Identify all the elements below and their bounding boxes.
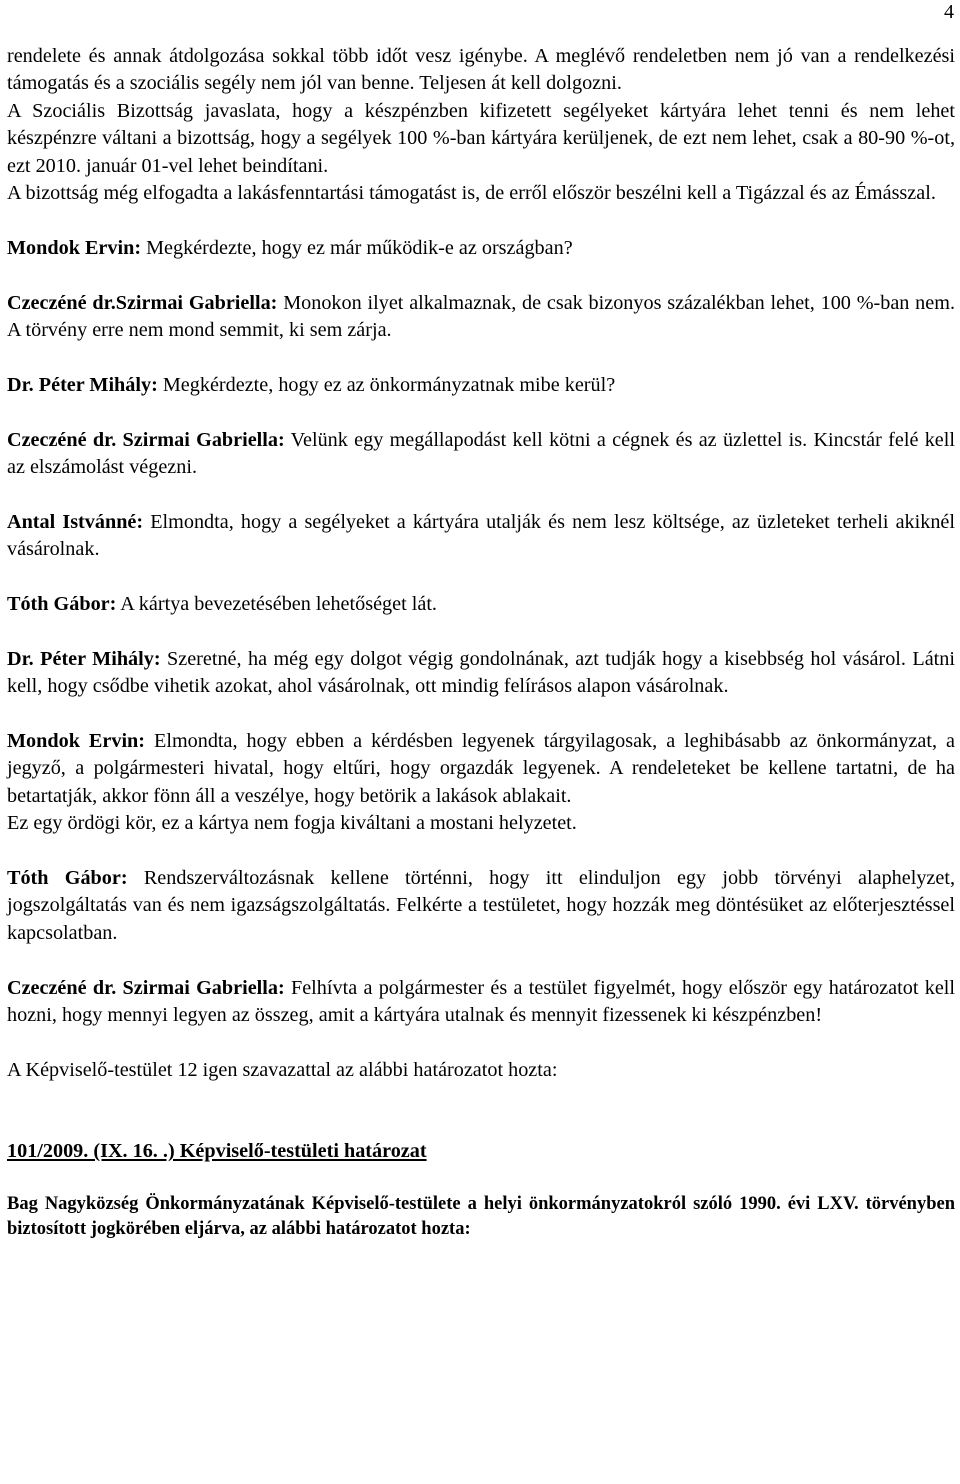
speaker-name: Tóth Gábor: bbox=[7, 593, 117, 616]
resolution-title-text: 101/2009. (IX. 16. .) Képviselő-testületi határozat bbox=[7, 1140, 427, 1163]
speaker-name: Tóth Gábor: bbox=[7, 867, 128, 890]
statement-text: Rendszerváltozásnak kellene történni, hogy itt elinduljon egy jobb törvényi alaphelyzet, jogszolgáltatás van és nem igazságszolgáltatás. Felkérte a testületet, hogy hozzák meg döntésüket az előterjesztéssel kapcsolatban. bbox=[7, 867, 956, 944]
statement-text: Felhívta a polgármester és a testület figyelmét, hogy először egy határozatot kell hozni, hogy mennyi legyen az összeg, amit a kártyára utalnak és mennyit fizessenek ki készpénzben! bbox=[7, 976, 955, 1027]
statement-text: Megkérdezte, hogy ez már működik-e az országban? bbox=[141, 236, 573, 259]
paragraph: rendelete és annak átdolgozása sokkal több időt vesz igénybe. A meglévő rendeletben nem jó van a rendelkezési támogatás és a szociális segély nem jól van benne. Teljesen át kell dolgozni. bbox=[7, 45, 955, 95]
statement bbox=[7, 290, 955, 345]
speaker-name: Czeczéné dr.Szirmai Gabriella: bbox=[7, 291, 278, 314]
statement bbox=[7, 427, 955, 482]
statement-text: Velünk egy megállapodást kell kötni a cégnek és az üzlettel is. Kincstár felé kell az elszámolást végezni. bbox=[7, 428, 955, 479]
speaker-name: Czeczéné dr. Szirmai Gabriella: bbox=[7, 976, 285, 999]
speaker-name: Mondok Ervin: bbox=[7, 236, 142, 259]
speaker-name: Dr. Péter Mihály: bbox=[7, 647, 161, 670]
statement-text: Monokon ilyet alkalmaznak, de csak bizonyos százalékban lehet, 100 %-ban nem. A törvény erre nem mond semmit, ki sem zárja. bbox=[7, 291, 955, 342]
statement bbox=[7, 728, 955, 810]
paragraph: A bizottság még elfogadta a lakásfenntartási támogatást is, de erről először beszélni kell a Tigázzal és az Émásszal. bbox=[7, 182, 936, 205]
page-number: 4 bbox=[944, 1, 954, 23]
statement bbox=[7, 235, 955, 262]
speaker-name: Czeczéné dr. Szirmai Gabriella: bbox=[7, 428, 285, 451]
statement bbox=[7, 865, 955, 947]
speaker-name: Mondok Ervin: bbox=[7, 730, 145, 753]
paragraph: A Szociális Bizottság javaslata, hogy a készpénzben kifizetett segélyeket kártyára lehet tenni és nem lehet készpénzre váltani a bizottság, hogy a segélyek 100 %-ban kártyára kerüljenek, de ezt nem lehet, csak a 80-90 %-ot, ezt 2010. január 01-vel lehet beindítani. bbox=[7, 99, 955, 177]
statement-text: Elmondta, hogy ebben a kérdésben legyenek tárgyilagosak, a leghibásabb az önkormányzat, a jegyző, a polgármesteri hivatal, hogy eltűri, hogy orgazdák legyenek. A rendeleteket be kellene tartatni, de ha betartatják, akkor fönn áll a veszélye, hogy betörik a lakások ablakait. bbox=[7, 730, 955, 807]
resolution-title bbox=[7, 1138, 955, 1165]
speaker-name: Antal Istvánné: bbox=[7, 510, 144, 533]
statement-text: A kártya bevezetésében lehetőséget lát. bbox=[116, 593, 437, 616]
statement-text: Megkérdezte, hogy ez az önkormányzatnak mibe kerül? bbox=[157, 373, 616, 396]
document-body bbox=[7, 43, 955, 1242]
statement bbox=[7, 646, 955, 701]
statement bbox=[7, 509, 955, 564]
vote-text: A Képviselő-testület 12 igen szavazattal az alábbi határozatot hozta: bbox=[7, 1058, 558, 1081]
statement bbox=[7, 372, 955, 399]
statement bbox=[7, 975, 955, 1030]
statement-text: Szeretné, ha még egy dolgot végig gondolnának, azt tudják hogy a kisebbség hol vásárol. Látni kell, hogy csődbe vihetik azokat, ahol vásárolnak, ott mindig felírásos alapon vásárolnak. bbox=[7, 647, 955, 698]
speaker-name: Dr. Péter Mihály: bbox=[7, 373, 158, 396]
statement-text: Elmondta, hogy a segélyeket a kártyára utalják és nem lesz költsége, az üzleteket terheli akiknél vásárolnak. bbox=[7, 510, 955, 561]
resolution-preamble: Bag Nagyközség Önkormányzatának Képviselő-testülete a helyi önkormányzatokról szóló 1990. évi LXV. törvényben biztosított jogkörében eljárva, az alábbi határozatot hozta: bbox=[7, 1193, 955, 1239]
paragraph: Ez egy ördögi kör, ez a kártya nem fogja kiváltani a mostani helyzetet. bbox=[7, 812, 577, 835]
statement bbox=[7, 591, 955, 618]
